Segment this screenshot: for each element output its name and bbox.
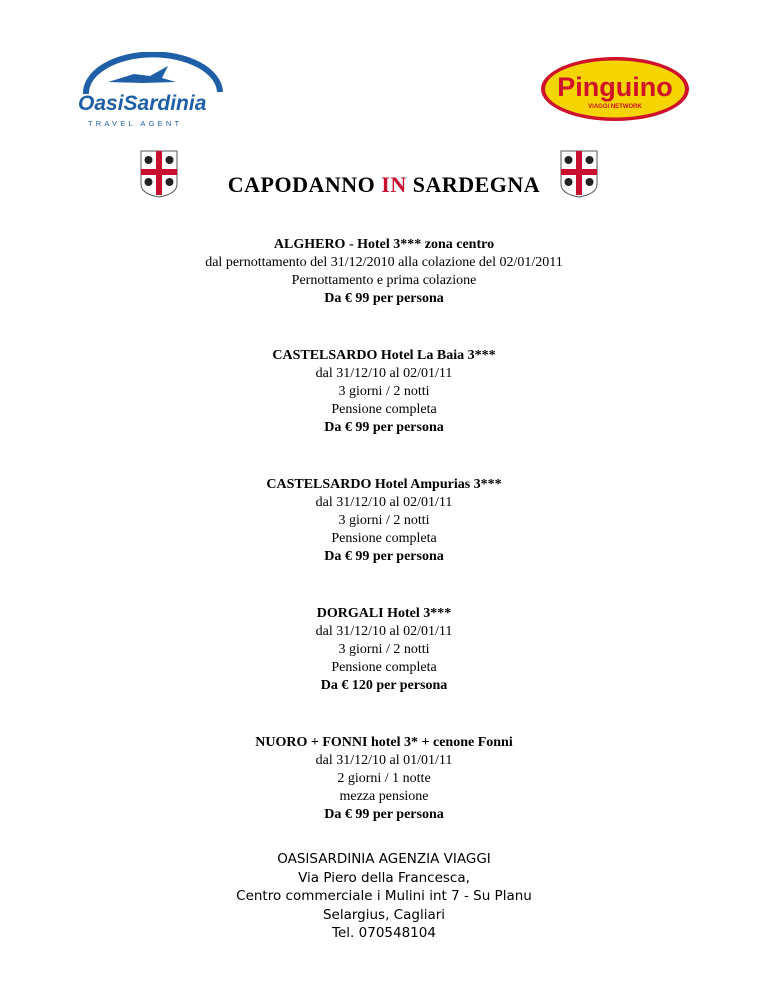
offer-board: Pensione completa: [331, 660, 437, 675]
agency-mall: Centro commerciale i Mulini int 7 - Su Planu: [236, 888, 532, 904]
oasisardinia-logo-graphic: [72, 52, 232, 130]
agency-city: Selargius, Cagliari: [322, 906, 446, 923]
offer-dates: dal 31/12/10 al 01/01/11: [315, 753, 453, 768]
oasisardinia-logo: [72, 52, 232, 130]
offer-dates: dal 31/12/10 al 02/01/11: [315, 624, 453, 639]
offer-price: Da € 99 per persona: [324, 420, 444, 435]
offer-dorgali: [0, 605, 768, 695]
offer-title: CASTELSARDO Hotel Ampurias 3***: [266, 477, 502, 492]
offer-dates: dal 31/12/10 al 02/01/11: [315, 366, 453, 381]
offer-alghero: [0, 236, 768, 308]
oasi-tagline-text: TRAVEL AGENT: [88, 119, 183, 128]
oasi-brand-text: OasiSardinia: [78, 92, 207, 115]
pinguino-tagline-text: VIAGGI NETWORK: [588, 104, 642, 110]
title-part3: SARDEGNA: [412, 172, 541, 197]
offer-title: CASTELSARDO Hotel La Baia 3***: [272, 348, 496, 363]
offer-duration: 2 giorni / 1 notte: [337, 771, 431, 786]
offer-nuoro-fonni: [0, 734, 768, 824]
offer-price: Da € 99 per persona: [324, 549, 444, 564]
offer-dates: dal 31/12/10 al 02/01/11: [315, 495, 453, 510]
offer-price: Da € 120 per persona: [320, 678, 448, 693]
offer-duration: 3 giorni / 2 notti: [338, 642, 430, 657]
offer-title: DORGALI Hotel 3***: [316, 606, 452, 621]
offer-dates: dal pernottamento del 31/12/2010 alla colazione del 02/01/2011: [205, 255, 563, 270]
offers-list: [0, 236, 768, 863]
title-part1: CAPODANNO: [227, 172, 376, 197]
page-title: [0, 172, 768, 198]
title-row: [0, 150, 768, 210]
pinguino-logo-graphic: [540, 56, 690, 122]
offer-board: Pensione completa: [331, 531, 437, 546]
sardinia-flag-icon: [560, 150, 598, 198]
offer-price: Da € 99 per persona: [324, 291, 444, 306]
offer-title: NUORO + FONNI hotel 3* + cenone Fonni: [255, 735, 513, 750]
offer-board: Pernottamento e prima colazione: [291, 273, 477, 288]
offer-castelsardo-ampurias: [0, 476, 768, 566]
agency-contact: [0, 850, 768, 943]
offer-duration: 3 giorni / 2 notti: [338, 513, 430, 528]
offer-price: Da € 99 per persona: [324, 807, 444, 822]
offer-board: Pensione completa: [331, 402, 437, 417]
pinguino-brand-text: Pinguino: [557, 72, 673, 102]
pinguino-logo: [540, 56, 690, 122]
offer-duration: 3 giorni / 2 notti: [338, 384, 430, 399]
agency-name: OASISARDINIA AGENZIA VIAGGI: [277, 851, 491, 867]
flamingo-icon: [108, 66, 176, 83]
offer-board: mezza pensione: [339, 789, 429, 804]
offer-castelsardo-la-baia: [0, 347, 768, 437]
agency-phone: Tel. 070548104: [332, 925, 436, 941]
title-part2: IN: [381, 172, 407, 197]
agency-street: Via Piero della Francesca,: [298, 869, 470, 886]
offer-title: ALGHERO - Hotel 3*** zona centro: [273, 237, 495, 252]
